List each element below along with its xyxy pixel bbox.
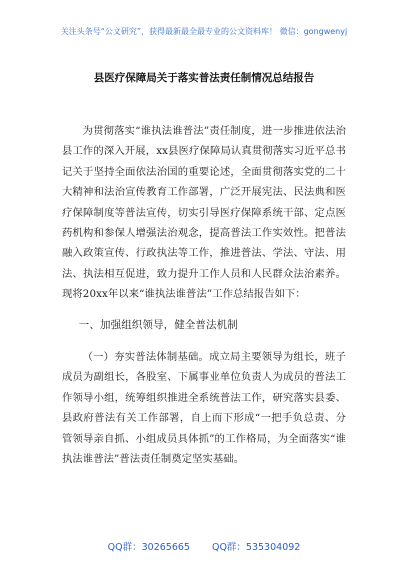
section-paragraph: （一）夯实普法体制基础。成立局主要领导为组长，班子成员为副组长，各股室、下属事业单位负责人为成员的普法工作领导小组，统筹组织推进全系统普法工作，研究落实县委、县政府普法有关工作部署，自上而下形成“一把手负总责、分管领导亲自抓、小组成员具体抓”的工作格局，为全面落实“谁执法谁普法”普法责任制奠定坚实基础。 — [62, 351, 346, 466]
section-heading: 一、加强组织领导，健全普法机制 — [78, 318, 238, 331]
document-title: 县医疗保障局关于落实普法责任制情况总结报告 — [93, 72, 315, 84]
header-note: 关注头条号“公文研究”，获得最新最全最专业的公文资料库！ 微信：gongwenyj — [60, 27, 348, 36]
document-body — [62, 121, 346, 470]
intro-paragraph: 为贯彻落实“谁执法谁普法”责任制度，进一步推进依法治县工作的深入开展，xx县医疗保障局认真贯彻落实习近平总书记关于坚持全面依法治国的重要论述，全面贯彻落实党的二十大精神和法治宣传教育工作部署，广泛开展宪法、民法典和医疗保障制度等普法宣传，切实引导医疗保障系统干部、定点医药机构和参保人增强法治观念，提高普法工作实效性。把普法融入政策宣传、行政执法等工作，推进普法、学法、守法、用法、执法相互促进，致力提升工作人员和人民群众法治素养。现将20xx年以来“谁执法谁普法”工作总结报告如下： — [62, 125, 346, 301]
footer-qq-group-1: QQ群：30265665 — [107, 542, 190, 553]
footer-qq-group-2: QQ群：535304092 — [211, 542, 301, 553]
footer — [0, 539, 408, 553]
